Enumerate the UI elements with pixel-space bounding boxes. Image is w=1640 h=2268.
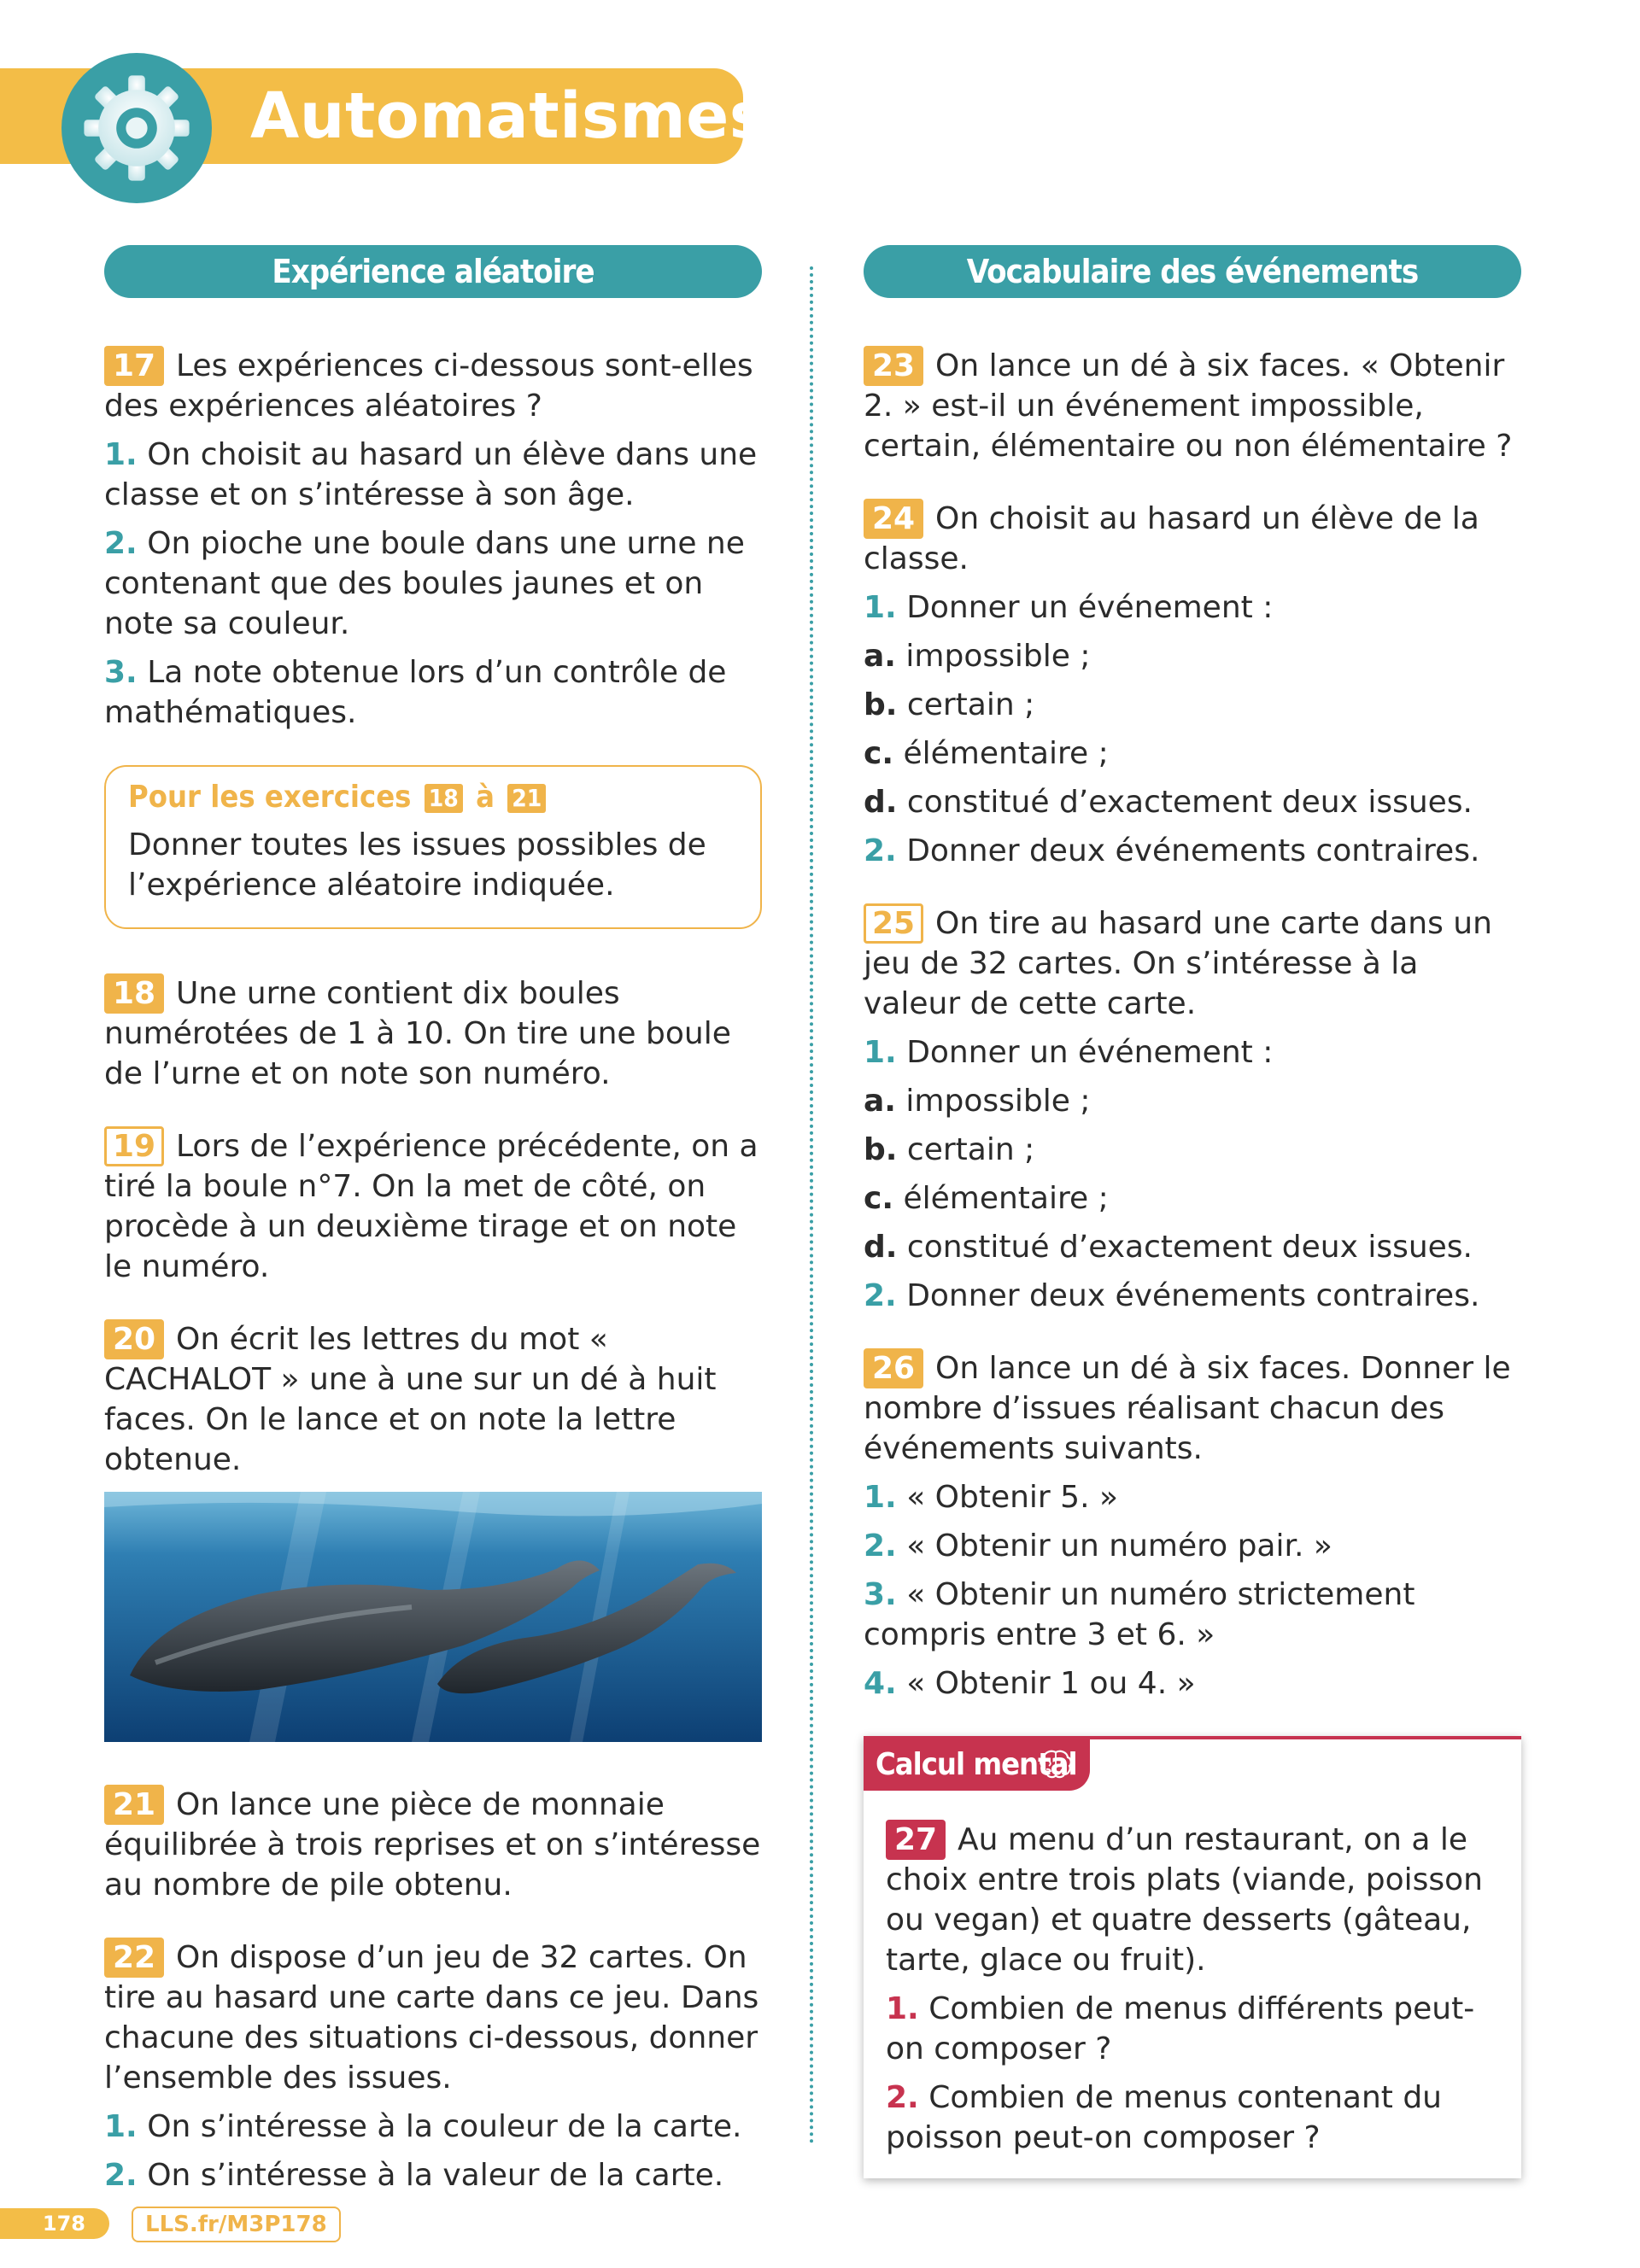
exercise-statement: On écrit les lettres du mot « CACHALOT » une à une sur un dé à huit faces. On le lance et on note la lettre obtenue. xyxy=(104,1322,717,1477)
item-number: 2. xyxy=(864,1529,897,1564)
exercise-number: 27 xyxy=(886,1820,946,1860)
item-text: « Obtenir 5. » xyxy=(906,1480,1118,1515)
sub-letter: a. xyxy=(864,1084,896,1119)
page-title: Automatismes xyxy=(250,79,768,153)
exercise-number: 26 xyxy=(864,1348,923,1388)
exercise-19 xyxy=(104,1126,762,1287)
column-divider xyxy=(810,266,813,2145)
exercise-26 xyxy=(864,1348,1521,1704)
section-title-vocabulaire: Vocabulaire des événements xyxy=(864,245,1521,298)
exercise-number: 17 xyxy=(104,346,164,386)
left-column xyxy=(104,245,762,2228)
item-number: 2. xyxy=(864,833,897,868)
sub-text: certain ; xyxy=(906,1132,1035,1167)
sub-letter: b. xyxy=(864,1132,898,1167)
exercise-statement: Les expériences ci-dessous sont-elles des expériences aléatoires ? xyxy=(104,348,753,424)
sub-letter: d. xyxy=(864,785,898,820)
item-text: « Obtenir un numéro pair. » xyxy=(906,1529,1332,1564)
item-text: On s’intéresse à la couleur de la carte. xyxy=(147,2109,742,2144)
sub-text: constitué d’exactement deux issues. xyxy=(906,785,1473,820)
exercise-statement: On lance un dé à six faces. « Obtenir 2. » est-il un événement impossible, certain, élémentaire ou non élémentaire ? xyxy=(864,348,1513,464)
info-badge-to: 21 xyxy=(507,784,546,813)
item-number: 1. xyxy=(104,2109,138,2144)
info-box-exercises-18-21 xyxy=(104,765,762,929)
item-text: La note obtenue lors d’un contrôle de mathématiques. xyxy=(104,655,727,730)
sub-text: certain ; xyxy=(906,687,1035,722)
exercise-statement: Une urne contient dix boules numérotées de 1 à 10. On tire une boule de l’urne et on note son numéro. xyxy=(104,976,731,1091)
item-number: 1. xyxy=(886,1991,919,2026)
sub-text: impossible ; xyxy=(905,639,1091,674)
exercise-18 xyxy=(104,973,762,1094)
item-text: On s’intéresse à la valeur de la carte. xyxy=(147,2158,724,2193)
exercise-23 xyxy=(864,346,1521,466)
exercise-number: 19 xyxy=(104,1126,164,1166)
item-text: On pioche une boule dans une urne ne contenant que des boules jaunes et on note sa couleur. xyxy=(104,526,745,641)
brain-icon xyxy=(1039,1749,1073,1780)
sub-letter: b. xyxy=(864,687,898,722)
item-number: 2. xyxy=(864,1278,897,1313)
item-number: 2. xyxy=(104,526,138,561)
sub-text: élémentaire ; xyxy=(903,736,1109,771)
exercise-statement: Au menu d’un restaurant, on a le choix entre trois plats (viande, poisson ou vegan) et quatre desserts (gâteau, tarte, glace ou fruit). xyxy=(886,1822,1483,1978)
item-number: 3. xyxy=(864,1577,897,1612)
header-badge xyxy=(62,53,212,203)
page-number: 178 xyxy=(0,2208,109,2239)
gear-icon xyxy=(77,68,196,188)
item-number: 1. xyxy=(864,1035,897,1070)
exercise-number: 18 xyxy=(104,973,164,1014)
info-badge-from: 18 xyxy=(425,784,463,813)
exercise-statement: On choisit au hasard un élève de la classe. xyxy=(864,501,1479,576)
item-text: Donner un événement : xyxy=(906,1035,1274,1070)
exercise-statement: On lance une pièce de monnaie équilibrée à trois reprises et on s’intéresse au nombre de pile obtenu. xyxy=(104,1787,761,1903)
sub-text: élémentaire ; xyxy=(903,1181,1109,1216)
exercise-22 xyxy=(104,1938,762,2195)
exercise-24 xyxy=(864,499,1521,871)
info-box-text: Donner toutes les issues possibles de l’expérience aléatoire indiquée. xyxy=(128,827,706,903)
exercise-number: 21 xyxy=(104,1785,164,1825)
whale-photo xyxy=(104,1492,762,1742)
info-box-title: Pour les exercices 18 à 21 xyxy=(128,777,741,818)
item-number: 1. xyxy=(104,437,138,472)
item-text: Donner un événement : xyxy=(906,590,1274,625)
exercise-number: 23 xyxy=(864,346,923,386)
exercise-number: 22 xyxy=(104,1938,164,1978)
item-number: 4. xyxy=(864,1666,897,1701)
sub-letter: a. xyxy=(864,639,896,674)
calcul-mental-tag: Calcul mental xyxy=(864,1739,1090,1791)
exercise-number: 24 xyxy=(864,499,923,539)
exercise-21 xyxy=(104,1785,762,1905)
exercise-number: 25 xyxy=(864,903,923,944)
item-number: 1. xyxy=(864,590,897,625)
sub-letter: c. xyxy=(864,1181,894,1216)
item-text: Combien de menus contenant du poisson peut-on composer ? xyxy=(886,2080,1442,2155)
sub-letter: d. xyxy=(864,1230,898,1265)
exercise-number: 20 xyxy=(104,1319,164,1359)
exercise-statement: Lors de l’expérience précédente, on a tiré la boule n°7. On la met de côté, on procède à un deuxième tirage et on note le numéro. xyxy=(104,1129,758,1284)
item-text: Combien de menus différents peut-on composer ? xyxy=(886,1991,1475,2066)
exercise-statement: On tire au hasard une carte dans un jeu de 32 cartes. On s’intéresse à la valeur de cette carte. xyxy=(864,906,1492,1021)
item-text: Donner deux événements contraires. xyxy=(906,833,1480,868)
sub-text: constitué d’exactement deux issues. xyxy=(906,1230,1473,1265)
item-text: Donner deux événements contraires. xyxy=(906,1278,1480,1313)
sub-text: impossible ; xyxy=(905,1084,1091,1119)
exercise-statement: On dispose d’un jeu de 32 cartes. On tire au hasard une carte dans ce jeu. Dans chacune des situations ci-dessous, donner l’ensemble des issues. xyxy=(104,1940,759,2096)
calcul-mental-box xyxy=(864,1736,1521,2178)
item-number: 2. xyxy=(104,2158,138,2193)
exercise-statement: On lance un dé à six faces. Donner le nombre d’issues réalisant chacun des événements suivants. xyxy=(864,1351,1511,1466)
exercise-25 xyxy=(864,903,1521,1316)
page-link[interactable]: LLS.fr/M3P178 xyxy=(132,2207,341,2242)
item-number: 3. xyxy=(104,655,138,690)
right-column xyxy=(864,245,1521,2178)
item-number: 2. xyxy=(886,2080,919,2115)
item-text: « Obtenir un numéro strictement compris entre 3 et 6. » xyxy=(864,1577,1415,1652)
item-number: 1. xyxy=(864,1480,897,1515)
item-text: On choisit au hasard un élève dans une classe et on s’intéresse à son âge. xyxy=(104,437,758,512)
sub-letter: c. xyxy=(864,736,894,771)
exercise-20 xyxy=(104,1319,762,1480)
section-title-experience: Expérience aléatoire xyxy=(104,245,762,298)
exercise-17 xyxy=(104,346,762,733)
item-text: « Obtenir 1 ou 4. » xyxy=(906,1666,1196,1701)
